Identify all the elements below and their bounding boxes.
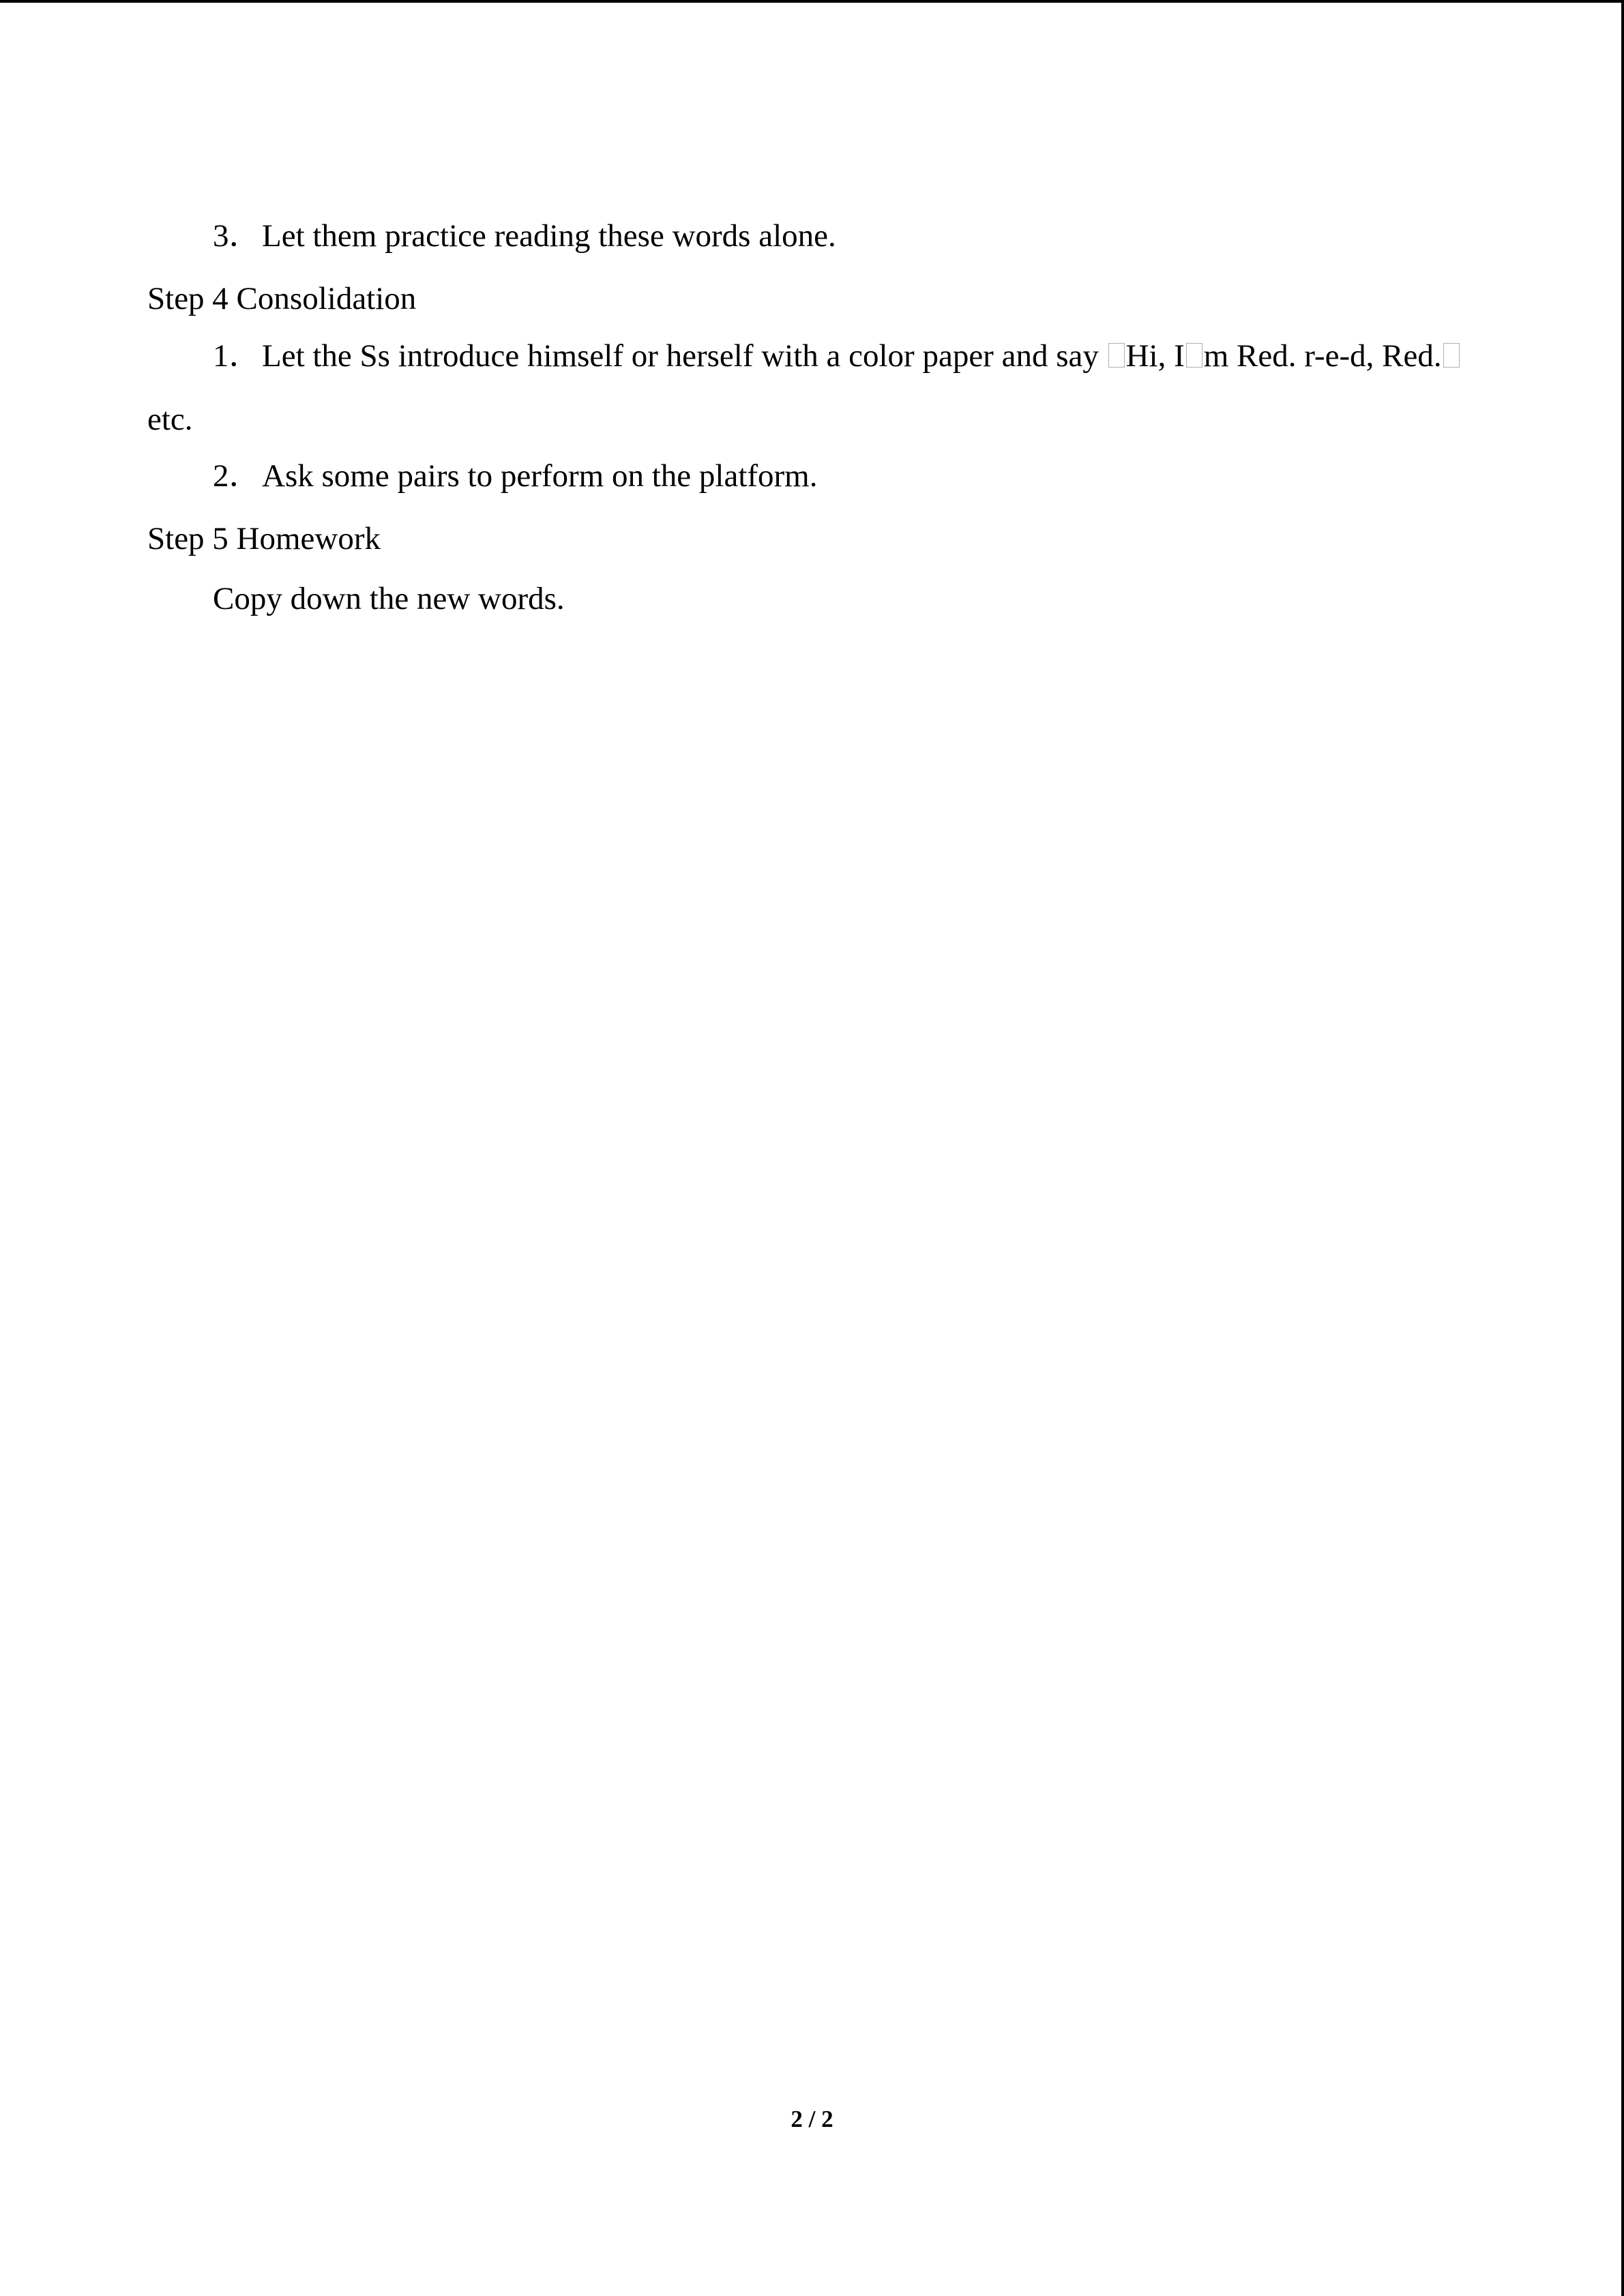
list-item-text: Ask some pairs to perform on the platform.: [262, 458, 818, 494]
quote-text-part2: m Red. r-e-d, Red.: [1203, 338, 1442, 374]
page-right-border: [1621, 0, 1624, 2296]
page-number: 2 / 2: [791, 2106, 833, 2132]
list-item-3: [213, 217, 836, 255]
list-item-text: Let the Ss introduce himself or herself with a color paper and say: [262, 338, 1107, 374]
list-number: 3．: [213, 218, 261, 254]
list-item-text: Let them practice reading these words alone.: [262, 218, 836, 254]
list-item-1: [213, 337, 1461, 375]
list-item-2: [213, 457, 818, 495]
missing-glyph-box: [1186, 343, 1202, 368]
step-5-heading: Step 5 Homework: [147, 521, 381, 556]
step-4-heading: Step 4 Consolidation: [147, 281, 417, 316]
homework-text: Copy down the new words.: [213, 581, 565, 616]
missing-glyph-box: [1108, 343, 1125, 368]
quote-text-part1: Hi, I: [1125, 338, 1185, 374]
missing-glyph-box: [1443, 343, 1460, 368]
list-item-1-continuation: etc.: [147, 402, 193, 437]
list-number: 1．: [213, 338, 261, 374]
list-number: 2．: [213, 458, 261, 494]
page-top-border: [0, 0, 1624, 3]
